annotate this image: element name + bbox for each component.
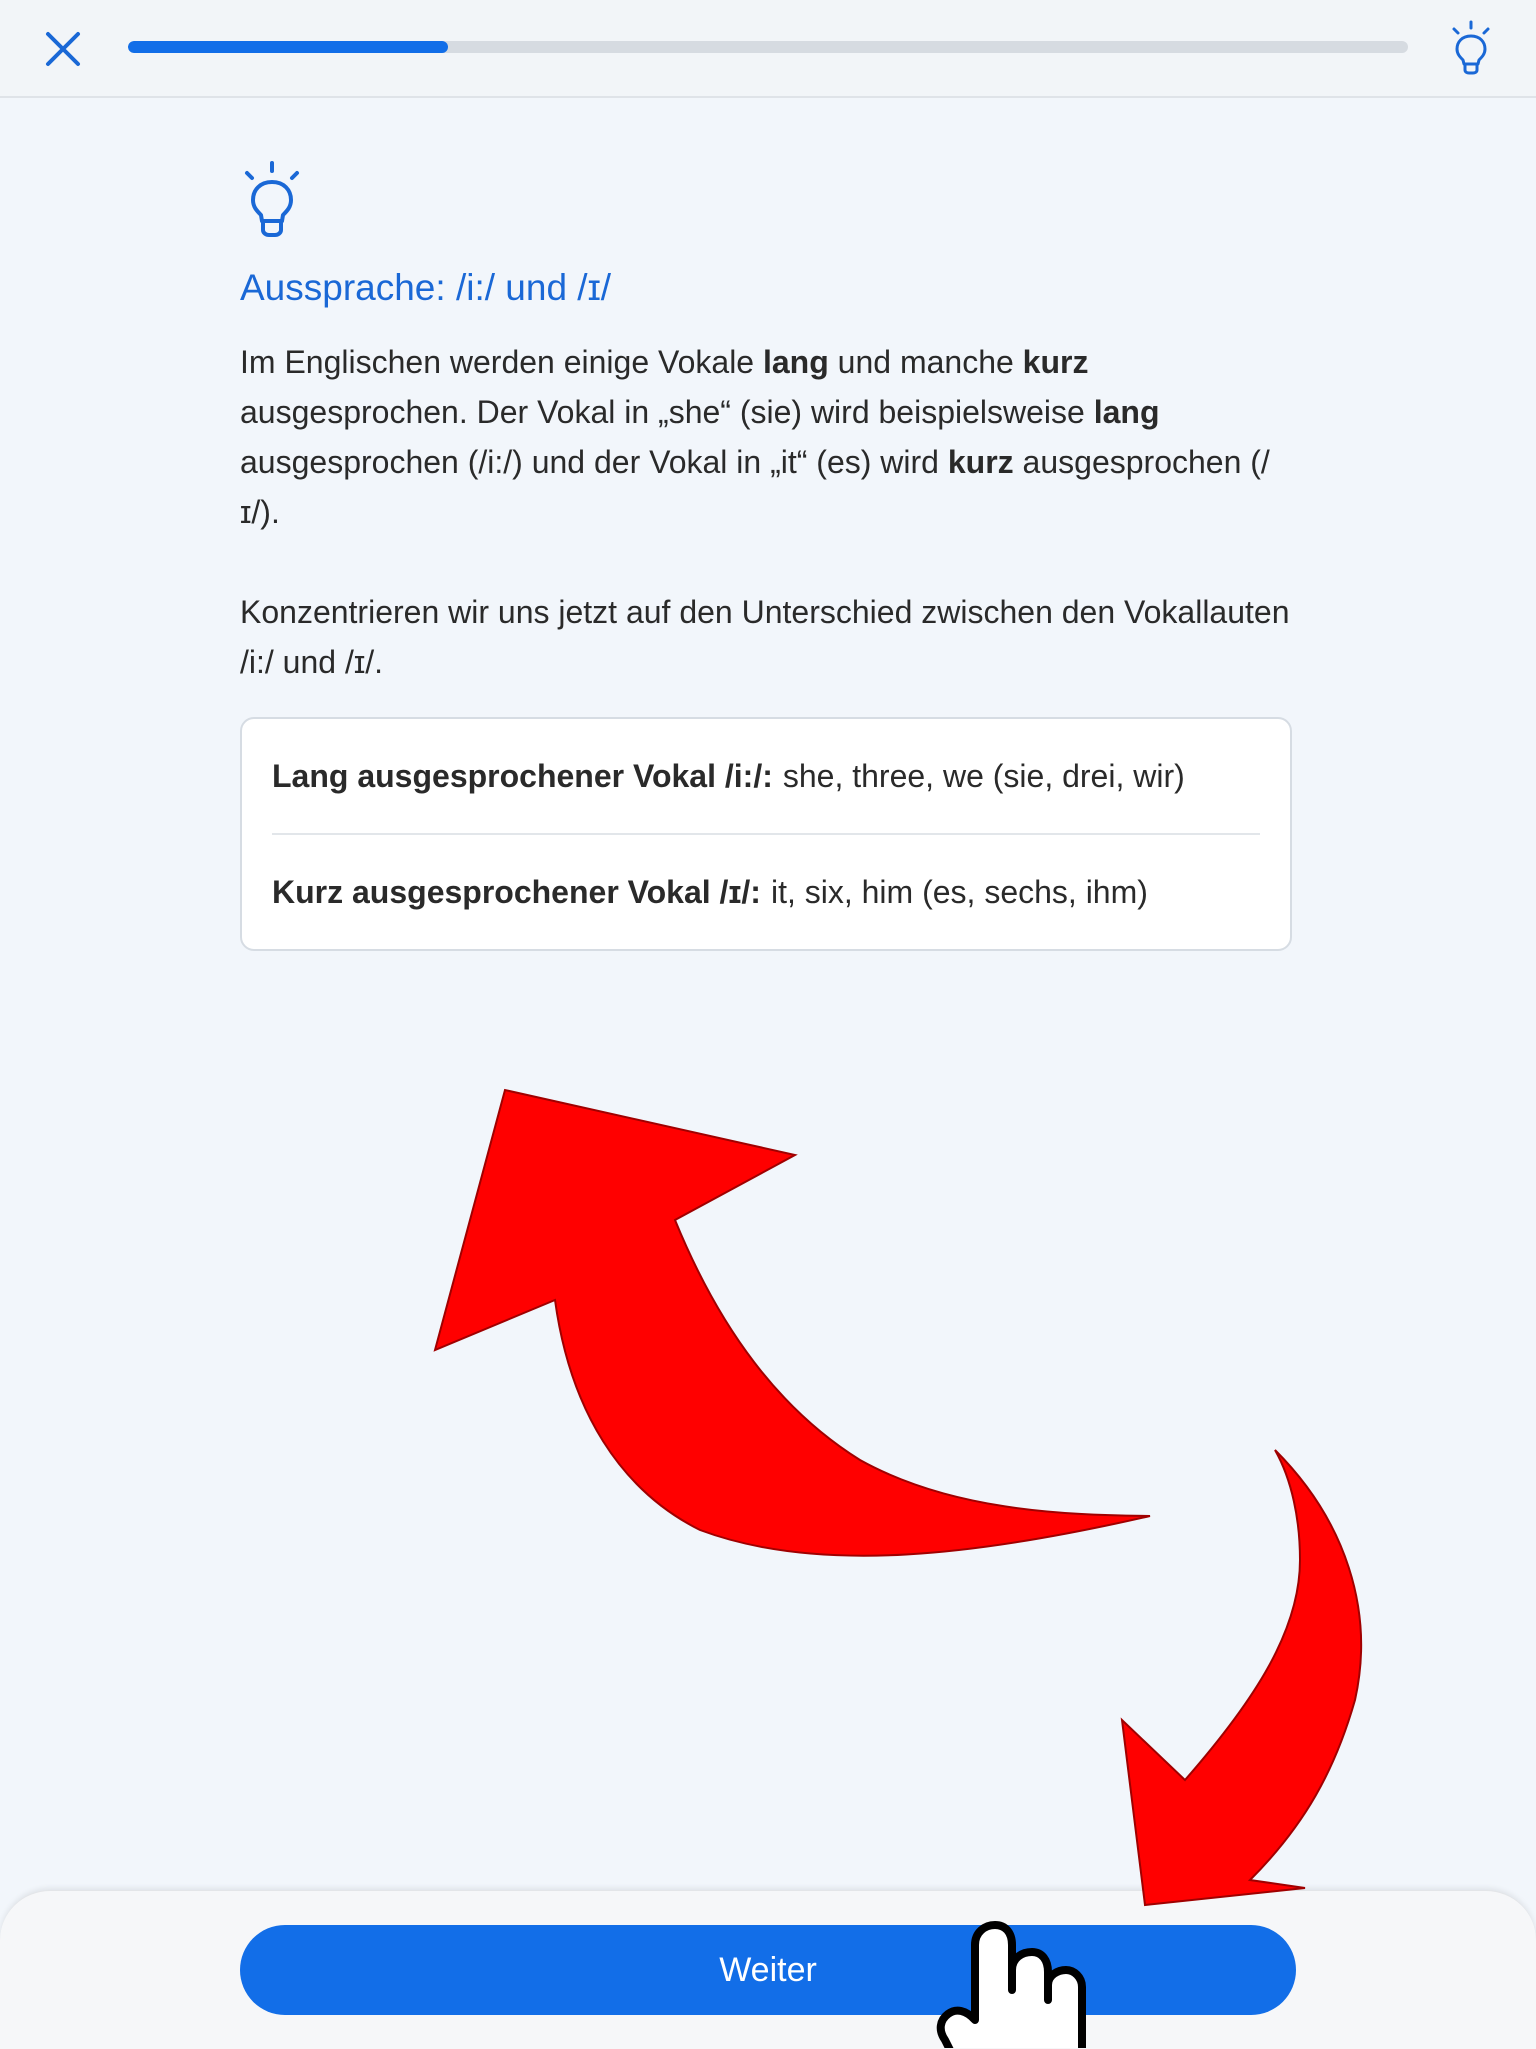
close-button[interactable] xyxy=(40,26,86,72)
bottom-sheet xyxy=(0,1890,1536,2049)
hint-button[interactable] xyxy=(1446,18,1496,78)
lightbulb-icon xyxy=(1448,20,1494,76)
progress-fill xyxy=(128,41,448,53)
curved-arrow-icon xyxy=(1122,1450,1361,1905)
example-label: Lang ausgesprochener Vokal /i:/: xyxy=(272,757,773,794)
example-label: Kurz ausgesprochener Vokal /ɪ/: xyxy=(272,873,761,910)
top-bar xyxy=(0,0,1536,98)
example-words: it, six, him (es, sechs, ihm) xyxy=(770,873,1148,910)
example-row-long-vowel xyxy=(272,719,1260,833)
continue-button[interactable]: Weiter xyxy=(240,1925,1296,2015)
close-icon xyxy=(45,31,81,67)
examples-card xyxy=(240,717,1292,951)
lesson-paragraph-2: Konzentrieren wir uns jetzt auf den Unterschied zwischen den Vokallauten /i:/ und /ɪ/. xyxy=(240,594,1290,680)
lightbulb-icon xyxy=(240,160,304,240)
example-row-short-vowel xyxy=(272,833,1260,949)
lesson-progress-bar xyxy=(128,41,1408,53)
curved-arrow-icon xyxy=(435,1090,1150,1556)
lesson-paragraph-1: Im Englischen werden einige Vokale lang und manche kurz ausgesprochen. Der Vokal in „she“ (sie) wird beispielsweise lang ausgesprochen (/i:/) und der Vokal in „it“ (es) wird kurz ausgesprochen (/ɪ/). xyxy=(240,344,1270,530)
example-words: she, three, we (sie, drei, wir) xyxy=(782,757,1185,794)
lesson-content xyxy=(240,160,1296,951)
lesson-title: Aussprache: /i:/ und /ɪ/ xyxy=(240,267,612,308)
